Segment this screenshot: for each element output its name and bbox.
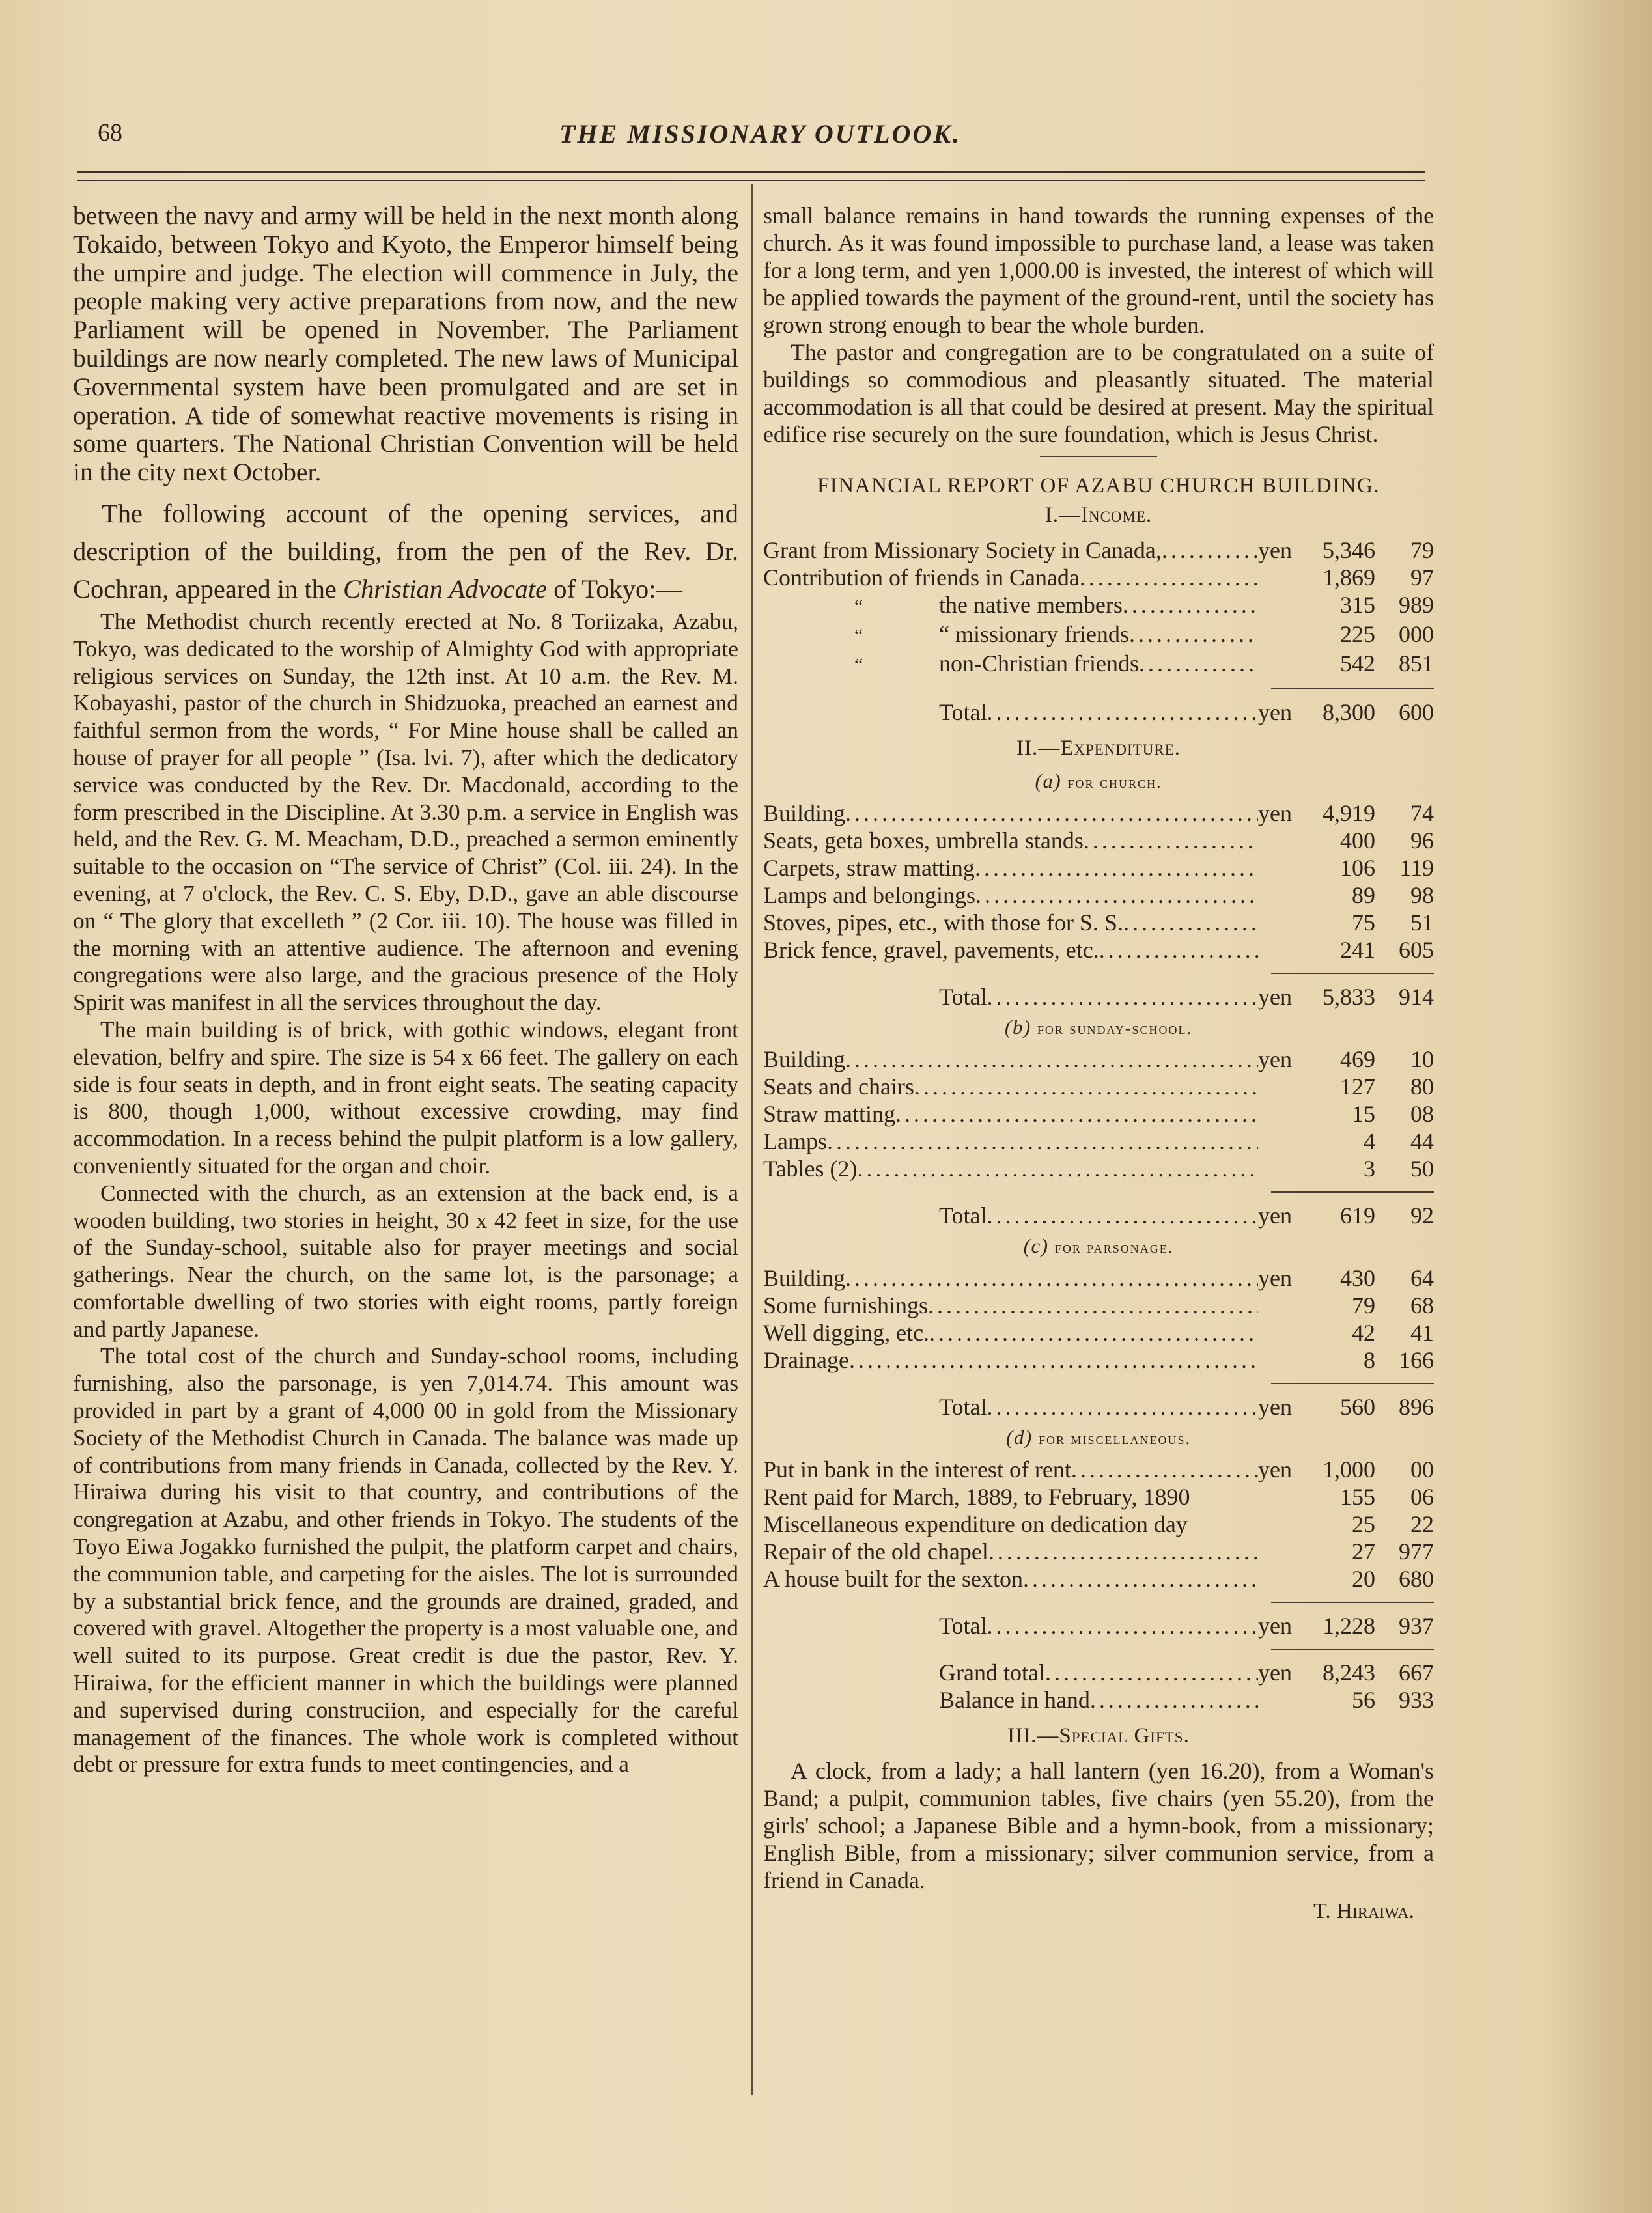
ledger-row [763, 650, 1434, 679]
amount-sen: 851 [1399, 650, 1434, 676]
currency: yen [1258, 800, 1292, 826]
ledger-row [763, 800, 1434, 827]
amount-yen: 15 [1352, 1101, 1375, 1127]
ledger-row [763, 620, 1434, 650]
amount-sen: 51 [1410, 910, 1434, 936]
amount-yen: 20 [1352, 1566, 1375, 1592]
row-label-text: A house built for the sexton [763, 1566, 1023, 1592]
amount-sen: 989 [1399, 592, 1434, 618]
leader-dots [987, 699, 1258, 726]
currency: yen [1258, 537, 1292, 563]
total-rule [1271, 688, 1434, 689]
total-rule [1271, 973, 1434, 974]
income-table [763, 536, 1434, 679]
row-label [763, 1073, 914, 1100]
row-label-text: Brick fence, gravel, pavements, etc. [763, 937, 1099, 963]
amount-sen: 977 [1399, 1538, 1434, 1565]
leader-dots [987, 1393, 1258, 1421]
leader-dots [975, 854, 1258, 882]
row-label-text: Stoves, pipes, etc., with those for S. S. [763, 910, 1123, 936]
ditto-mark: “ [854, 654, 863, 676]
row-label-text: Miscellaneous expenditure on dedication day [763, 1511, 1188, 1537]
ledger-row [763, 909, 1434, 936]
leader-dots [827, 1128, 1258, 1155]
row-label [763, 800, 845, 827]
leader-dots [987, 1202, 1258, 1229]
row-label [763, 882, 975, 909]
total-row [763, 699, 1434, 726]
total-row [763, 1202, 1434, 1229]
signature: T. Hiraiwa. [1313, 1899, 1414, 1923]
total-row [763, 1393, 1434, 1421]
amount-yen: 56 [1352, 1687, 1375, 1713]
miscellaneous-subheading: (d) for miscellaneous. [1006, 1426, 1191, 1449]
ledger-row [763, 1073, 1434, 1100]
paragraph-dedication: The Methodist church recently erected at No. 8 Toriizaka, Azabu, Tokyo, was dedicated to the worship of Almighty God with appropriate religious services on Sunday, the 12th inst. At 10 a.m. the Rev. M. Kobayashi, pastor of the church in Shidzuoka, preached an earnest and faithful sermon from the words, “ For Mine house shall be called an house of prayer for all people ” (Isa. lvi. 7), after which the dedicatory service was conducted by the Rev. Dr. Macdonald, according to the form prescribed in the Discipline. At 3.30 p.m. a service in English was held, and the Rev. G. M. Meacham, D.D., preached a sermon eminently suitable to the occasion on “The service of Christ” (Col. iii. 24). In the evening, at 7 o'clock, the Rev. C. S. Eby, D.D., gave an able discourse on “ The glory that excelleth ” (2 Cor. iii. 10). The house was filled in the morning with an attentive audience. The afternoon and evening congregations were also large, and the gracious presence of the Holy Spirit was manifest in all the services throughout the day. [73, 607, 738, 1016]
amount-yen: 469 [1340, 1046, 1375, 1072]
ledger-row [763, 1292, 1434, 1319]
row-label-text: the native members [939, 592, 1123, 618]
amount-sen: 166 [1399, 1347, 1434, 1373]
leader-dots [895, 1100, 1258, 1128]
parsonage-total [763, 1393, 1434, 1421]
total-rule [1271, 1383, 1434, 1384]
column-divider [751, 184, 753, 2095]
currency: yen [1258, 1394, 1292, 1420]
ledger-row [763, 854, 1434, 882]
amount-sen: 50 [1410, 1156, 1434, 1182]
amount-yen: 106 [1340, 855, 1375, 881]
row-label-text: Grant from Missionary Society in Canada, [763, 537, 1162, 563]
total-row [763, 1612, 1434, 1639]
row-label-text: Carpets, straw matting [763, 855, 975, 881]
report-title: FINANCIAL REPORT OF AZABU CHURCH BUILDING. [817, 474, 1380, 497]
amount-yen: 1,228 [1323, 1613, 1375, 1639]
church-total [763, 983, 1434, 1010]
amount-sen: 68 [1410, 1292, 1434, 1318]
ditto-mark: “ [854, 596, 863, 617]
amount-sen: 22 [1410, 1511, 1434, 1537]
special-gifts-heading: III.—Special Gifts. [1007, 1724, 1190, 1747]
ledger-row [763, 1483, 1434, 1510]
amount-sen: 96 [1410, 828, 1434, 854]
ledger-row [763, 1456, 1434, 1483]
row-label [939, 983, 987, 1010]
row-label-text: Balance in hand [939, 1687, 1090, 1713]
leader-dots [1129, 620, 1258, 648]
amount-yen: 75 [1352, 910, 1375, 936]
row-label-text: Repair of the old chapel [763, 1538, 988, 1565]
amount-sen: 74 [1410, 800, 1434, 826]
total-rule [1271, 1649, 1434, 1650]
parsonage-subheading: (c) for parsonage. [1023, 1234, 1174, 1257]
leader-dots [1099, 936, 1258, 964]
row-label-text: non-Christian friends [939, 650, 1139, 676]
row-label-text: Contribution of friends in Canada [763, 564, 1080, 591]
ledger-row [763, 1565, 1434, 1593]
leader-dots [857, 1155, 1258, 1182]
grand-total-block [763, 1659, 1434, 1714]
row-label-text: Building [763, 1265, 846, 1291]
row-label [763, 591, 1123, 620]
leader-dots [1162, 536, 1258, 564]
row-label [763, 1483, 1190, 1510]
leader-dots [845, 1046, 1258, 1073]
income-heading: I.—Income. [1044, 503, 1153, 527]
amount-sen: 06 [1410, 1484, 1434, 1510]
expenditure-heading: II.—Expenditure. [1016, 736, 1181, 760]
ledger-row [763, 936, 1434, 964]
currency: yen [1258, 699, 1292, 725]
ledger-row [763, 827, 1434, 854]
row-label [763, 650, 1139, 679]
row-label-text: Total [939, 699, 987, 725]
row-label [763, 1510, 1188, 1538]
ledger-row [763, 564, 1434, 591]
leader-dots [1080, 564, 1258, 591]
row-label [763, 827, 1084, 854]
intro-paragraph: The following account of the opening services, and description of the building, from the pen of the Rev. Dr. Cochran, appeared in the Christian Advocate of Tokyo:— [73, 498, 738, 604]
amount-yen: 8 [1364, 1347, 1375, 1373]
ledger-row [763, 591, 1434, 620]
miscellaneous-table [763, 1456, 1434, 1593]
amount-sen: 680 [1399, 1566, 1434, 1592]
amount-yen: 5,833 [1323, 984, 1375, 1010]
row-label-text: Lamps and belongings [763, 882, 975, 908]
row-label-text: Well digging, etc. [763, 1320, 930, 1346]
leader-dots [914, 1073, 1258, 1100]
row-label-text: Building [763, 1046, 846, 1072]
row-label [763, 1292, 928, 1319]
amount-sen: 79 [1410, 537, 1434, 563]
amount-sen: 98 [1410, 882, 1434, 908]
amount-sen: 00 [1410, 1456, 1434, 1482]
row-label [763, 1128, 827, 1155]
leader-dots [988, 1538, 1258, 1565]
row-label-text: Some furnishings [763, 1292, 929, 1318]
amount-yen: 1,000 [1323, 1456, 1375, 1482]
amount-yen: 400 [1340, 828, 1375, 854]
row-label-text: Straw matting [763, 1101, 895, 1127]
amount-yen: 8,243 [1323, 1660, 1375, 1686]
paragraph-elections: between the navy and army will be held in the next month along Tokaido, between Tokyo and Kyoto, the Emperor himself being the umpire and judge. The election will commence in July, the people making very active preparations from now, and the new Parliament will be opened in November. The Parliament buildings are now nearly completed. The new laws of Municipal Governmental system have been promulgated and are set in operation. A tide of somewhat reactive movements is rising in some quarters. The National Christian Convention will be held in the city next October. [73, 201, 738, 487]
miscellaneous-total [763, 1612, 1434, 1639]
amount-yen: 315 [1340, 592, 1375, 618]
amount-yen: 25 [1352, 1511, 1375, 1537]
row-label-text: Total [939, 1613, 987, 1639]
amount-sen: 80 [1410, 1074, 1434, 1100]
leader-dots [1023, 1565, 1258, 1593]
paragraph-balance: small balance remains in hand towards the running expenses of the church. As it was found impossible to purchase land, a lease was taken for a long term, and yen 1,000.00 is invested, the interest of which will be applied towards the payment of the ground-rent, until the society has grown strong enough to bear the whole burden. [763, 202, 1434, 338]
row-label-text: Lamps [763, 1128, 827, 1154]
total-rule [1271, 1602, 1434, 1603]
amount-yen: 430 [1340, 1265, 1375, 1291]
amount-sen: 64 [1410, 1265, 1434, 1291]
row-label [763, 936, 1099, 964]
row-label [939, 1393, 987, 1421]
sunday-school-total [763, 1202, 1434, 1229]
total-row [763, 1659, 1434, 1686]
amount-sen: 119 [1399, 855, 1434, 881]
amount-yen: 8,300 [1323, 699, 1375, 725]
amount-sen: 896 [1399, 1394, 1434, 1420]
row-label-text: Total [939, 1394, 987, 1420]
row-label-text: Grand total [939, 1660, 1045, 1686]
amount-sen: 08 [1410, 1101, 1434, 1127]
amount-yen: 1,869 [1323, 564, 1375, 591]
amount-yen: 155 [1340, 1484, 1375, 1510]
amount-yen: 3 [1364, 1156, 1375, 1182]
ledger-row [763, 1128, 1434, 1155]
amount-sen: 667 [1399, 1660, 1434, 1686]
income-total [763, 699, 1434, 726]
row-label [939, 1659, 1045, 1686]
sunday-school-subheading: (b) for sunday-school. [1005, 1016, 1192, 1038]
header-rule-top [77, 171, 1425, 173]
news-paragraph [73, 202, 738, 487]
left-column [73, 202, 738, 1778]
church-subheading: (a) for church. [1035, 770, 1162, 792]
continuation-text [763, 202, 1434, 448]
currency: yen [1258, 1046, 1292, 1072]
currency: yen [1258, 1456, 1292, 1482]
leader-dots [987, 1612, 1258, 1639]
amount-yen: 4 [1364, 1128, 1375, 1154]
currency: yen [1258, 1265, 1292, 1291]
leader-dots [928, 1292, 1258, 1319]
currency: yen [1258, 984, 1292, 1010]
header-rule-bottom [77, 180, 1425, 181]
leader-dots [1139, 650, 1258, 677]
amount-sen: 44 [1410, 1128, 1434, 1154]
row-label [763, 1565, 1023, 1593]
row-label [763, 536, 1162, 564]
page-number: 68 [98, 119, 122, 146]
currency: yen [1258, 1203, 1292, 1229]
leader-dots [975, 882, 1258, 909]
amount-sen: 41 [1410, 1320, 1434, 1346]
ledger-row [763, 1100, 1434, 1128]
amount-sen: 933 [1399, 1687, 1434, 1713]
amount-sen: 600 [1399, 699, 1434, 725]
leader-dots [849, 1346, 1258, 1374]
currency: yen [1258, 1660, 1292, 1686]
amount-sen: 000 [1399, 621, 1434, 647]
row-label [763, 1538, 988, 1565]
publication-title: Christian Advocate [343, 574, 548, 604]
currency: yen [1258, 1613, 1292, 1639]
row-label [763, 1346, 849, 1374]
row-label-text: Total [939, 984, 987, 1010]
page-header [98, 118, 1423, 158]
ledger-row [763, 1510, 1434, 1538]
ledger-row [763, 536, 1434, 564]
row-label-text: Put in bank in the interest of rent [763, 1456, 1071, 1482]
sunday-school-table [763, 1046, 1434, 1182]
row-label [939, 1612, 987, 1639]
leader-dots [1071, 1456, 1258, 1483]
paragraph-total-cost: The total cost of the church and Sunday-school rooms, including furnishing, also the parsonage, is yen 7,014.74. This amount was provided in part by a grant of 4,000 00 in gold from the Missionary Society of the Methodist Church in Canada. The balance was made up of contributions from many friends in Canada, collected by the Rev. Y. Hiraiwa during his visit to that country, and contributions of the congregation at Azabu, and other friends in Tokyo. The students of the Toyo Eiwa Jogakko furnished the pulpit, the platform carpet and chairs, the communion table, and carpeting for the aisles. The lot is surrounded by a substantial brick fence, and the grounds are drained, graded, and covered with gravel. Altogether the property is a most valuable one, and well suited to its purpose. Great credit is due the pastor, Rev. Y. Hiraiwa, for the efficient manner in which the buildings were planned and supervised during construciion, and especially for the careful management of the finances. The whole work is completed without debt or pressure for extra funds to meet contingencies, and a [73, 1343, 738, 1777]
row-label [763, 854, 975, 882]
row-label [763, 1319, 929, 1346]
row-label [763, 909, 1123, 936]
row-label-text: Seats, geta boxes, umbrella stands [763, 828, 1084, 854]
leader-dots [845, 800, 1258, 827]
amount-yen: 5,346 [1323, 537, 1375, 563]
row-label-text: Tables (2) [763, 1156, 858, 1182]
amount-sen: 605 [1399, 937, 1434, 963]
amount-sen: 937 [1399, 1613, 1434, 1639]
row-label-text: Building [763, 800, 846, 826]
row-label-text: Rent paid for March, 1889, to February, 1890 [763, 1484, 1190, 1510]
ledger-row [763, 1319, 1434, 1346]
amount-yen: 619 [1340, 1203, 1375, 1229]
leader-dots [1123, 591, 1258, 619]
section-rule [1040, 456, 1157, 457]
amount-yen: 241 [1340, 937, 1375, 963]
row-label [763, 1264, 845, 1292]
ledger-row [763, 1155, 1434, 1182]
leader-dots [929, 1319, 1258, 1346]
amount-yen: 4,919 [1323, 800, 1375, 826]
row-label-text: Total [939, 1203, 987, 1229]
ledger-row [763, 882, 1434, 909]
leader-dots [1123, 909, 1258, 936]
amount-yen: 42 [1352, 1320, 1375, 1346]
leader-dots [1090, 1686, 1258, 1714]
amount-yen: 79 [1352, 1292, 1375, 1318]
right-column [763, 202, 1434, 1924]
row-label-text: Seats and chairs [763, 1074, 914, 1100]
amount-sen: 10 [1410, 1046, 1434, 1072]
amount-yen: 127 [1340, 1074, 1375, 1100]
amount-yen: 560 [1340, 1394, 1375, 1420]
row-label [763, 564, 1080, 591]
row-label [763, 620, 1129, 650]
total-rule [1271, 1191, 1434, 1193]
church-table [763, 800, 1434, 964]
running-title: THE MISSIONARY OUTLOOK. [559, 119, 961, 148]
amount-sen: 97 [1410, 564, 1434, 591]
amount-yen: 542 [1340, 650, 1375, 676]
amount-yen: 27 [1352, 1538, 1375, 1565]
special-gifts-text: A clock, from a lady; a hall lantern (yen 16.20), from a Woman's Band; a pulpit, communion tables, five chairs (yen 55.20), from the girls' school; a Japanese Bible and a hymn-book, from a missionary; English Bible, from a missionary; silver communion service, from a friend in Canada. [763, 1758, 1434, 1893]
row-label-text: “ missionary friends [939, 621, 1129, 647]
amount-sen: 92 [1410, 1203, 1434, 1229]
row-label [763, 1046, 845, 1073]
leader-dots [1084, 827, 1258, 854]
paragraph-congratulations: The pastor and congregation are to be congratulated on a suite of buildings so commodious and pleasantly situated. The material accommodation is all that could be desired at present. May the spiritual edifice rise securely on the sure foundation, which is Jesus Christ. [763, 339, 1434, 447]
parsonage-table [763, 1264, 1434, 1374]
row-label [939, 1202, 987, 1229]
row-label [939, 1686, 1090, 1714]
ditto-mark: “ [854, 625, 863, 647]
row-label [763, 1456, 1071, 1483]
amount-sen: 914 [1399, 984, 1434, 1010]
ledger-row [763, 1538, 1434, 1565]
ledger-row [763, 1346, 1434, 1374]
leader-dots [1045, 1659, 1258, 1686]
leader-dots [845, 1264, 1258, 1292]
paragraph-sunday-school: Connected with the church, as an extension at the back end, is a wooden building, two stories in height, 30 x 42 feet in size, for the use of the Sunday-school, suitable also for prayer meetings and social gatherings. Near the church, on the same lot, is the parsonage; a comfortable dwelling of two stories with eight rooms, partly foreign and partly Japanese. [73, 1179, 738, 1342]
total-row [763, 983, 1434, 1010]
amount-yen: 225 [1340, 621, 1375, 647]
row-label [939, 699, 987, 726]
paragraph-main-building: The main building is of brick, with gothic windows, elegant front elevation, belfry and spire. The size is 54 x 66 feet. The gallery on each side is four seats in depth, and in front eight seats. The seating capacity is 800, though 1,000, without excessive crowding, may find accommodation. In a recess behind the pulpit platform is a low gallery, conveniently situated for the organ and choir. [73, 1016, 738, 1178]
row-label [763, 1155, 857, 1182]
leader-dots [987, 983, 1258, 1010]
row-label [763, 1100, 895, 1128]
row-label-text: Drainage [763, 1347, 849, 1373]
ledger-row [763, 1046, 1434, 1073]
amount-yen: 89 [1352, 882, 1375, 908]
ledger-row [763, 1264, 1434, 1292]
total-row [763, 1686, 1434, 1714]
